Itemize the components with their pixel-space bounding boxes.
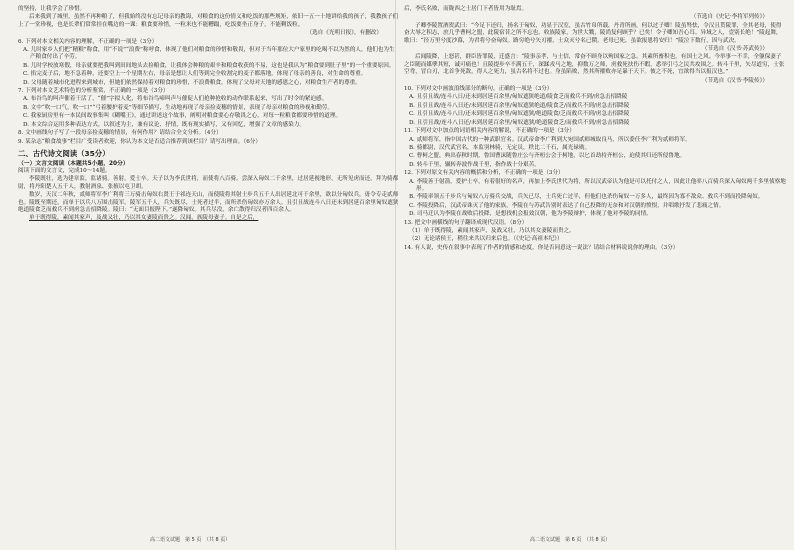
option: C. 且引且战/连斗八日/还未到居延百余里/匈奴遮狭/绝道陵食/乏而救兵不到/虏急击招降陵 (409, 111, 630, 118)
option: C. 李陵投降后，汉武帝诛灭了他的家族，李陵在与苏武告别时表达了自己投降的无奈和对汉朝的愤恨，并唱歌抒发了悲痛之情。 (409, 202, 725, 209)
option: A. 贰师将军，指中国古代的一种武职官名。汉武帝命李广利到大宛国贰师城取良马，所以委任李广利为贰师将军。 (409, 136, 691, 143)
option: D. 转斗千里，辗转奔波作战千里，指作战十分艰苦。 (409, 161, 540, 168)
option: D. 且引且战/连斗八日还/未到居延百余里/匈奴遮狭/绝道陵食乏/而救兵不到/虏急击招降陵 (409, 119, 630, 126)
option: B. 骑都尉，汉代武官名，本监羽林骑，无定员，秩比二千石，属光禄勋。 (409, 144, 591, 151)
question-6: 6. 下列对本文相关内容的理解，不正确的一项是（3分） (18, 38, 158, 45)
option: B. 文中“吹一口气，吹一口”“弓着腰护着麦”等细节描写，生动地再现了母亲捡麦穗的情景，表现了母亲对粮食的珍视和勤劳。 (23, 104, 333, 111)
question-14: 14. 有人说，史传在叙事中表现了作者的情感和态度，你是否同意这一说法？请结合材料说说你的理由。（3分） (404, 244, 679, 251)
option: C. 我家厨房里有一本民间故事集叫《糊嘴王》，通过讲述这个故事，阐明对粮食要心存敬畏之心，对每一粒粮食都要珍惜的道理。 (23, 113, 342, 120)
option: A. 李陵善于射箭，爱护士卒，有着很好的名声，再加上李氏世代为将，所以汉武帝认为他是可以托付之人，因此让他率八百骑兵深入匈奴两千多里侦察地形。 (409, 178, 786, 192)
left-page (18, 6, 400, 224)
source-note: （节选自《汉书·苏武传》） (701, 46, 768, 53)
translation-item: （1）单于既得陵，素闻其家声，及战又壮，乃以其女妻陵而贵之。 (409, 227, 575, 234)
option: A. 布谷鸟的叫声催着干活了，“催”字拟人化，将布谷鸟啼叫声与催促人们抢种抢收的动作联系起来，写出了时令的紧迫感。 (23, 96, 328, 103)
question-9: 9. 某杂志“粮食故事”栏目广受读者欢迎，你认为本文是否适合推荐到该栏目？请写出理由。（6分） (18, 138, 261, 145)
source-note: （节选自《史记·李将军列传》） (690, 14, 768, 21)
passage-paragraph: 李陵既壮，选为建章监，监诸骑。善射，爱士卒。天子以为李氏世将，而使将八百骑。尝深入匈奴二千余里，过居延视地形，无所见虏而还。拜为骑都尉，将丹阳楚人五千人，教射酒泉、张掖以屯卫胡。 (18, 176, 399, 190)
option: A. 儿时家乡人们把“精粮”称食，用“不说”“浪费”称呼食，体现了他们对粮食的珍惜和敬畏，但对于当年那位大户家里的吃喝不以为然的人，他们也为生产粮食付出了辛劳。 (23, 47, 395, 61)
question-12: 12. 下列对原文有关内容的概括和分析，不正确的一项是（3分） (404, 170, 564, 177)
option: C. 掐完麦子后，地不急着种，还要空上一个星期左右，母亲是想让人们等到完全收割完的麦子都落地，体现了母亲的善良，对生命的尊重。 (23, 71, 367, 78)
text-line: 后，李氏名败，而陇西之士居门下者皆用为耻焉。 (404, 6, 528, 12)
source-note: （节选自《汉书·李陵传》） (701, 77, 768, 84)
sub-section-title: （一）文言文阅读（本题共5小题，20分） (18, 160, 129, 167)
passage-paragraph: 数岁，天汉二年秋，贰师将军李广利将三万骑击匈奴右贤王于祁连天山，而使陵将其射士步兵五千人出居延北可千余里，欲以分匈奴兵，毋令专走贰师也。陵既至期还，而单于以兵八万围击陵军。陵军五千人，兵矢既尽，士死者过半，而所杀伤匈奴亦万余人。且引且战连斗八日还未到居延百余里匈奴遮狭绝道陵食乏而救兵不到虏急击招降陵。陵曰：“无面目报陛下。”遂降匈奴。其兵尽没，余亡散得归汉者四百余人。 (18, 192, 399, 213)
option: D. 司马迁认为李陵在战败后投降，是想找机会报效汉朝，他为李陵辩护，体现了他对李陵的同情。 (409, 211, 652, 218)
passage-paragraph: 单于既得陵，素闻其家声，及战又壮，乃以其女妻陵而贵之。汉闻，族陵母妻子。自是之后， (29, 215, 259, 222)
page-footer-right: 高二语文试题 第 6 页 （共 8 页） (530, 537, 611, 543)
question-8: 8. 文中画线句子写了一段母亲捡麦穗的情景，有何作用？请结合全文分析。（4分） (18, 130, 222, 137)
option: C. 曹柯之盟，典出春秋时期，鲁国曹沫随鲁庄公与齐桓公会于柯地，以匕首劫持齐桓公，迫使其归还所侵鲁地。 (409, 153, 686, 160)
option: B. 且引且战/连斗八日还/未到居延百余里/匈奴遮狭绝道/陵食乏/而救兵不到/虏急击招降陵 (409, 102, 630, 109)
passage-paragraph: 子卿李陵置酒贺武曰：“今足下还归，扬名于匈奴，功显于汉室，虽古竹帛所载，丹青所画，何以过子卿！陵虽驽怯，令汉且贳陵罪，全其老母，使得奋大辱之积志，庶几乎曹柯之盟，此陵宿昔之所不忘也。收族陵家，为世大戮，陵尚复何顾乎？已矣！令子卿知吾心耳。异域之人，壹别长绝！”陵起舞，歌曰：“径万里兮度沙幕，为君将兮奋匈奴。路穷绝兮矢刃摧，士众灭兮名已隤。老母已死，虽欲报恩将安归！”陵泣下数行，因与武决。 (404, 22, 782, 44)
text-line: 后来我到了城里，虽然不再种粮了，但我始终没有忘记母亲的教诲，对粮食的这份情义和吃饭的那些规矩，依旧一五一十地讲给我的孩子，我教孩子们上了一堂珍视，也是长辈们常常挂在嘴边的一课：粮食要珍惜，一粒米也不能糟蹋，吃饭要坐正身子，不能剩饭粒。 (18, 14, 399, 28)
passage-intro: 阅读下面的文言文，完成10～14题。 (18, 167, 111, 174)
page-footer-left: 高二语文试题 第 5 页 （共 8 页） (150, 537, 231, 543)
translation-item: （2）无论诸侯王，稍往来共以归来后也。（《史记·高祖本纪》） (409, 236, 563, 243)
option: A. 且引且战/连斗八日/还未到居延百余里/匈奴遮狭绝道/陵食乏而救兵不到/虏急击招降陵 (409, 94, 628, 101)
section-title: 二、古代诗文阅读（35分） (18, 148, 110, 158)
option: B. 儿时学校放寒假，母亲就要把我叫到田间地头去捡粮食，让我体会种粮的艰辛和粮食收获的不易，这也是我认为“粮食要到肚子里”的一个重要原因。 (23, 62, 395, 69)
question-7: 7. 下列对本文艺术特色的分析鉴赏，不正确的一项是（3分） (18, 88, 169, 95)
source-note: （选自《光明日报》，有删改） (306, 30, 382, 37)
passage-paragraph: 后闻陵降，上怒甚，群臣皆罪陵，迁盛言：“陵事亲孝，与士信，常奋不顾身以殉国家之急。其素所畜积也，有国士之风。今举事一不幸，全躯保妻子之臣随而媒孽其短，诚可痛也！且陵提步卒不满五千，深蹂戎马之地，抑数万之师，虏救死扶伤不暇，悉举引弓之民共攻围之。转斗千里，矢尽道穷，士张空弮，冒白刃，北首争死敌，得人之死力，虽古名将不过也。身虽陷败，然其所摧败亦足暴于天下。彼之不死，宜欲得当以报汉也。” (404, 54, 785, 76)
question-13: 13. 把文中画横线的句子翻译成现代汉语。（8分） (404, 219, 528, 226)
option: B. 李陵率领五千步兵与匈奴八万骑兵交战，兵矢已尽，士兵死亡过半，但他们也杀伤匈奴一万多人，最终因为寡不敌众、救兵不到而投降匈奴。 (409, 194, 764, 201)
option: D. 父母随着城市化进程来到城市，但她们依然保持着对粮食的珍惜，不浪费粮食，体现了父母对天地的感恩之心，对粮食生产者的尊重。 (23, 79, 361, 86)
text-line: 的坚持，让我学会了珍惜。 (18, 6, 86, 12)
question-11: 11. 下列对文中加点的词语相关内容的解说，不正确的一项是（3分） (404, 128, 575, 135)
question-10: 10. 下列对文中画波浪线部分的断句，正确的一项是（3分） (404, 86, 553, 93)
right-page (404, 6, 786, 253)
option: D. 本文综合运用多种表达方式，以叙述为主，兼有议论、抒情，既有现实描写，又有回忆，增强了文章的感染力。 (23, 121, 305, 128)
